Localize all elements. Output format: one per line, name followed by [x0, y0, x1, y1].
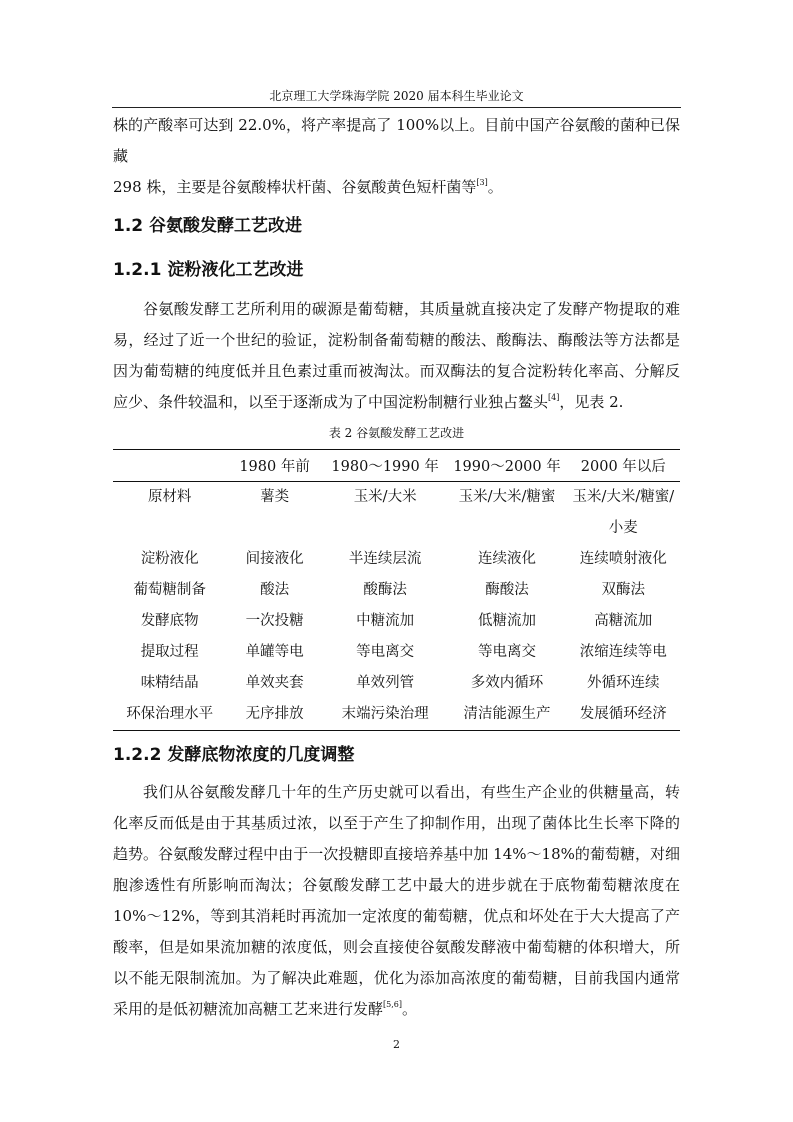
section-heading-1-2: 1.2 谷氨酸发酵工艺改进: [113, 216, 303, 236]
table-cell: 高糖流加: [594, 613, 653, 629]
table-cell: 玉米/大米/糖蜜: [458, 489, 556, 505]
table-row: [113, 606, 680, 637]
paragraph-line: 株的产酸率可达到 22.0%，将产率提高了 100%以上。目前中国产谷氨酸的菌种已保藏: [113, 116, 680, 165]
page-number: 2: [393, 1038, 400, 1051]
table-cell: 无序排放: [245, 706, 304, 722]
table-row: [113, 482, 680, 545]
citation-ref: [4]: [548, 393, 560, 402]
table-header-cell: 2000 年以后: [567, 450, 680, 482]
table-cell: 中糖流加: [356, 613, 415, 629]
table-header-row: [113, 450, 680, 482]
table-cell: 清洁能源生产: [463, 706, 551, 722]
table-row: [113, 637, 680, 668]
page-header: 北京理工大学珠海学院 2020 届本科生毕业论文: [112, 85, 681, 108]
table-header-cell: 1980 年前: [226, 450, 322, 482]
table-cell: 等电离交: [356, 644, 415, 660]
paragraph-text: 我们从谷氨酸发酵几十年的生产历史就可以看出，有些生产企业的供糖量高，转化率反而低是由于其基质过浓，以至于产生了抑制作用，出现了菌体比生长率下降的趋势。谷氨酸发酵过程中由于一次投糖即直接培养基中加 14%～18%的葡萄糖，对细胞渗透性有所影响而淘汰；谷氨酸发酵工艺中最大的进步就在于底物葡萄糖浓度在 10%～12%，等到其消耗时再流加一定浓度的葡萄糖，优点和坏处在于大大提高了产酸率，但是如果流加糖的浓度低，则会直接使谷氨酸发酵液中葡萄糖的体积增大，所以不能无限制流加。为了解决此难题，优化为添加高浓度的葡萄糖，目前我国内通常采用的是低初糖流加高糖工艺来进行发酵: [113, 783, 680, 1018]
table-cell: 酶酸法: [485, 582, 529, 598]
table-cell: 连续液化: [478, 551, 537, 567]
table-caption: 表 2 谷氨酸发酵工艺改进: [328, 426, 465, 440]
citation-ref: [5,6]: [383, 1000, 402, 1009]
table-cell: 连续喷射液化: [579, 551, 667, 567]
table-row: [113, 575, 680, 606]
section-heading-1-2-1: 1.2.1 淀粉液化工艺改进: [113, 260, 304, 280]
table-cell: 发酵底物: [140, 613, 199, 629]
process-table: [113, 449, 680, 731]
table-cell: 多效内循环: [470, 675, 544, 691]
table-cell: 环保治理水平: [126, 706, 214, 722]
table-cell: 玉米/大米: [353, 489, 417, 505]
paragraph-substrate: [113, 777, 680, 1025]
table-header-cell: 1980～1990 年: [323, 450, 448, 482]
page-content: [113, 110, 680, 1025]
table-cell: 提取过程: [140, 644, 199, 660]
table-cell: 外循环连续: [587, 675, 660, 691]
table-cell: 薯类: [260, 489, 290, 505]
table-cell: 等电离交: [478, 644, 537, 660]
table-cell: 末端污染治理: [341, 706, 429, 722]
table-header-cell: [113, 450, 226, 482]
paragraph-starch: [113, 294, 680, 418]
citation-ref: [3]: [476, 178, 488, 187]
table-cell: 味精结晶: [140, 675, 199, 691]
table-cell: 原材料: [147, 489, 192, 505]
table-cell: 双酶法: [601, 582, 646, 598]
paragraph-continued: [113, 110, 680, 203]
table-cell: 单效列管: [356, 675, 415, 691]
table-cell: 发展循环经济: [579, 706, 667, 722]
table-cell: 间接液化: [245, 551, 304, 567]
table-cell: 半连续层流: [348, 551, 422, 567]
table-cell: 单效夹套: [245, 675, 304, 691]
table-cell: 玉米/大米/糖蜜/小麦: [572, 489, 675, 536]
paragraph-end: 。: [401, 1000, 417, 1018]
table-header-cell: 1990～2000 年: [448, 450, 567, 482]
section-heading-1-2-2: 1.2.2 发酵底物浓度的几度调整: [113, 745, 355, 765]
paragraph-end: 。: [487, 178, 503, 196]
table-cell: 低糖流加: [478, 613, 537, 629]
table-cell: 酸酶法: [363, 582, 407, 598]
table-row: [113, 668, 680, 699]
table-cell: 一次投糖: [245, 613, 304, 629]
paragraph-end: ，见表 2.: [559, 393, 624, 411]
table-cell: 葡萄糖制备: [133, 582, 206, 598]
paragraph-line: 298 株，主要是谷氨酸棒状杆菌、谷氨酸黄色短杆菌等: [113, 178, 477, 196]
table-cell: 浓缩连续等电: [579, 644, 667, 660]
table-row: [113, 699, 680, 731]
table-row: [113, 544, 680, 575]
table-cell: 单罐等电: [245, 644, 304, 660]
table-cell: 酸法: [260, 582, 290, 598]
table-cell: 淀粉液化: [140, 551, 199, 567]
paragraph-text: 谷氨酸发酵工艺所利用的碳源是葡萄糖，其质量就直接决定了发酵产物提取的难易，经过了近一个世纪的验证，淀粉制备葡萄糖的酸法、酸酶法、酶酸法等方法都是因为葡萄糖的纯度低并且色素过重而被淘汰。而双酶法的复合淀粉转化率高、分解反应少、条件较温和，以至于逐渐成为了中国淀粉制糖行业独占鳌头: [113, 300, 680, 411]
